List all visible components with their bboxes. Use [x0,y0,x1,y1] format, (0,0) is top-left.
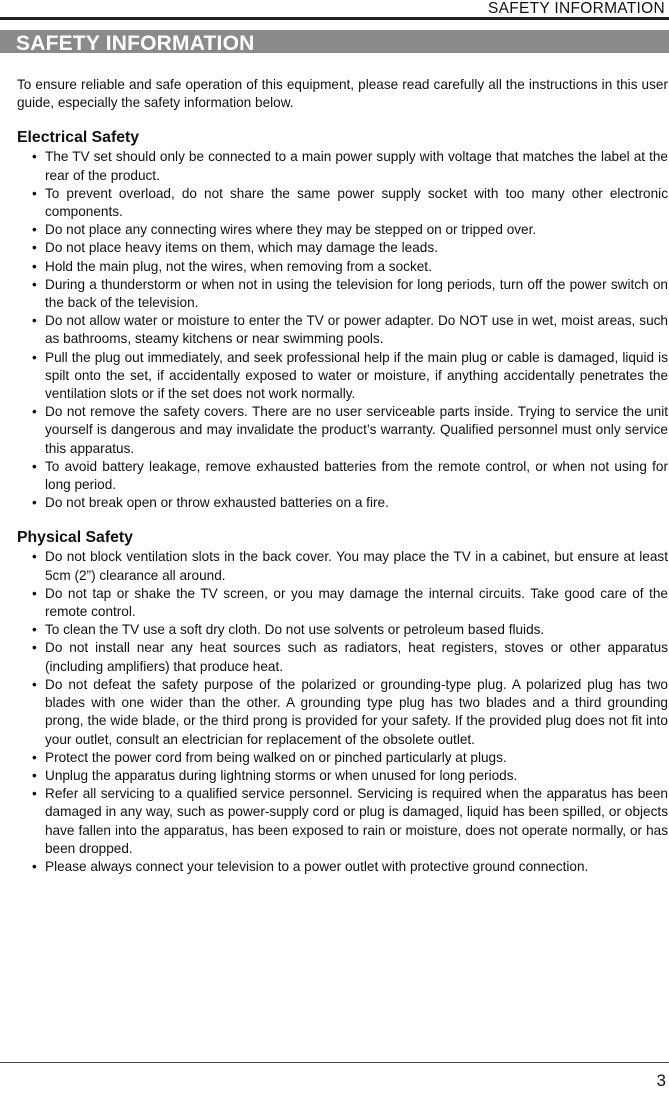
bullet-list [17,548,668,876]
list-item: • Do not remove the safety covers. There are no user serviceable parts inside. Trying to service the unit yourself is dangerous and may invalidate the product’s warranty. Qualified personnel must only service this apparatus. [17,403,668,458]
list-item: • The TV set should only be connected to a main power supply with voltage that matches the label at the rear of the product. [17,148,668,184]
list-item: • Unplug the apparatus during lightning storms or when unused for long periods. [17,767,668,785]
document-body [17,76,668,892]
list-item: • Do not tap or shake the TV screen, or you may damage the internal circuits. Take good care of the remote control. [17,585,668,621]
list-item: • Protect the power cord from being walked on or pinched particularly at plugs. [17,749,668,767]
list-item: • Hold the main plug, not the wires, when removing from a socket. [17,258,668,276]
list-item: • Do not install near any heat sources such as radiators, heat registers, stoves or other apparatus (including amplifiers) that produce heat. [17,639,668,675]
list-item: • To prevent overload, do not share the same power supply socket with too many other electronic components. [17,185,668,221]
section-electrical-safety [17,128,668,512]
section-physical-safety [17,528,668,876]
list-item: • During a thunderstorm or when not in using the television for long periods, turn off the power switch on the back of the television. [17,276,668,312]
footer-rule [0,1062,669,1063]
section-heading: Electrical Safety [17,129,140,147]
page-number: 3 [656,1071,666,1090]
list-item: • Please always connect your television to a power outlet with protective ground connection. [17,858,668,876]
list-item: • Refer all servicing to a qualified service personnel. Servicing is required when the apparatus has been damaged in any way, such as power-supply cord or plug is damaged, liquid has been spilled, or objects have fallen into the apparatus, has been exposed to rain or moisture, does not operate normally, or has been dropped. [17,785,668,858]
section-heading: Physical Safety [17,529,133,547]
list-item: • Do not block ventilation slots in the back cover. You may place the TV in a cabinet, but ensure at least 5cm (2”) clearance all around. [17,548,668,584]
running-header: SAFETY INFORMATION [487,0,665,17]
list-item: • To avoid battery leakage, remove exhausted batteries from the remote control, or when not using for long period. [17,458,668,494]
list-item: • To clean the TV use a soft dry cloth. Do not use solvents or petroleum based fluids. [17,621,668,639]
list-item: • Do not allow water or moisture to enter the TV or power adapter. Do NOT use in wet, moist areas, such as bathrooms, steamy kitchens or near swimming pools. [17,312,668,348]
list-item: • Do not place any connecting wires where they may be stepped on or tripped over. [17,221,668,239]
list-item: • Do not defeat the safety purpose of the polarized or grounding-type plug. A polarized plug has two blades with one wider than the other. A grounding type plug has two blades and a third grounding prong, the wide blade, or the third prong is provided for your safety. If the provided plug does not fit into your outlet, consult an electrician for replacement of the obsolete outlet. [17,676,668,749]
intro-paragraph: To ensure reliable and safe operation of this equipment, please read carefully all the instructions in this user guide, especially the safety information below. [17,77,668,111]
header-rule [0,17,669,20]
page-title: SAFETY INFORMATION [16,32,255,55]
list-item: • Do not break open or throw exhausted batteries on a fire. [17,494,668,512]
list-item: • Pull the plug out immediately, and seek professional help if the main plug or cable is damaged, liquid is spilt onto the set, if accidentally exposed to water or moisture, if anything accidentally penetrates the ventilation slots or if the set does not work normally. [17,349,668,404]
list-item: • Do not place heavy items on them, which may damage the leads. [17,239,668,257]
bullet-list [17,148,668,512]
